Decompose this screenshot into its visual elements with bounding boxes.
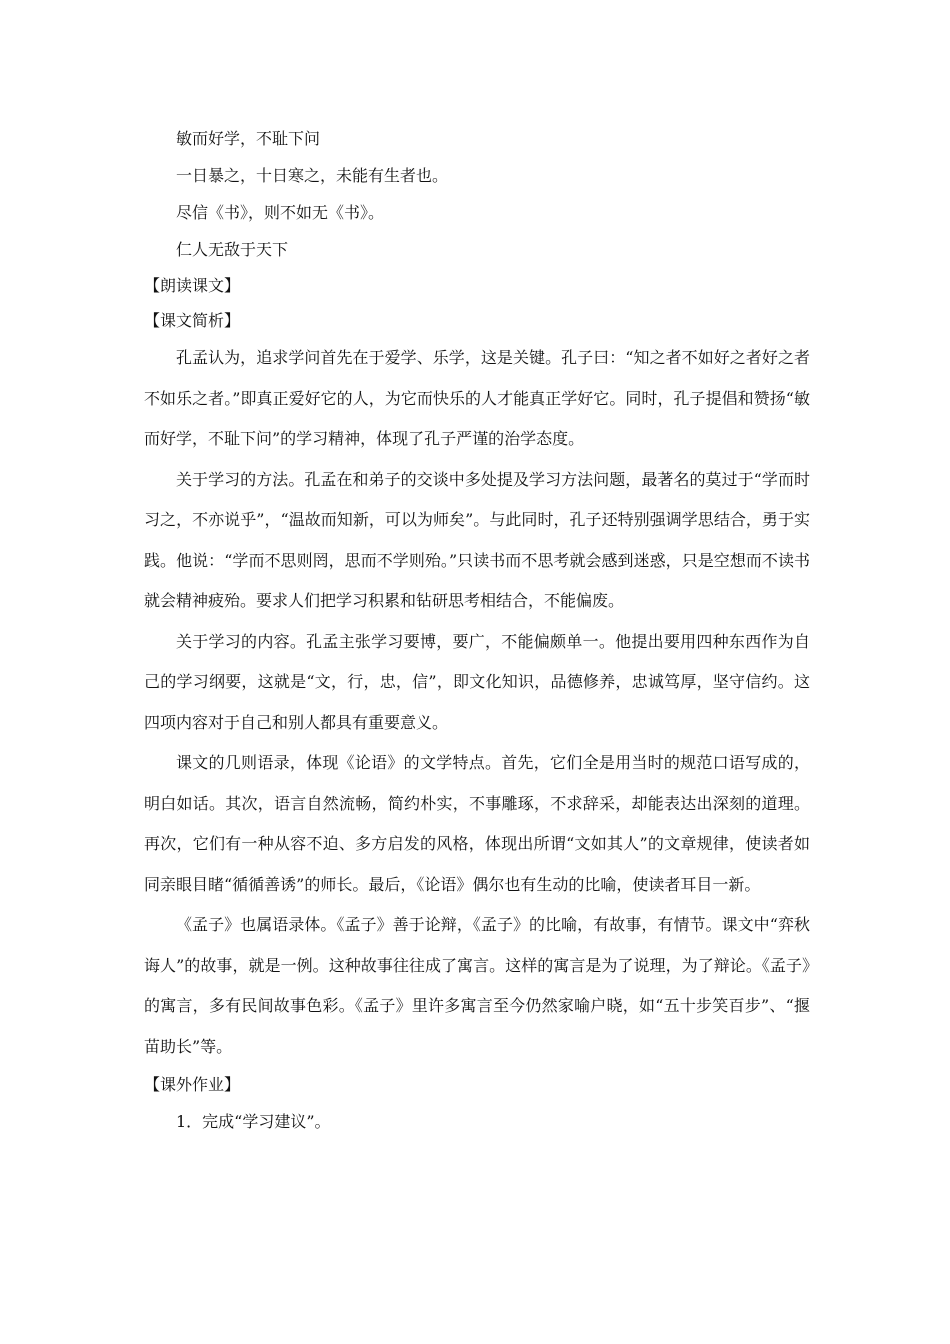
analysis-paragraph: 孔孟认为，追求学问首先在于爱学、乐学，这是关键。孔子曰：“知之者不如好之者好之者不如乐之者。”即真正爱好它的人，为它而快乐的人才能真正学好它。同时，孔子提倡和赞扬“敏而好学，不耻下问”的学习精神，体现了孔子严谨的治学态度。 (144, 348, 810, 448)
analysis-paragraph: 《孟子》也属语录体。《孟子》善于论辩，《孟子》的比喻，有故事，有情节。课文中“弈秋诲人”的故事，就是一例。这种故事往往成了寓言。这样的寓言是为了说理，为了辩论。《孟子》的寓言，多有民间故事色彩。《孟子》里许多寓言至今仍然家喻户晓，如“五十步笑百步”、“揠苗助长”等。 (144, 915, 810, 1056)
section-heading-analysis: 【课文简析】 (144, 311, 241, 330)
document-body (144, 120, 810, 1142)
homework-item: 1．完成“学习建议”。 (176, 1112, 331, 1131)
quote-line: 敏而好学，不耻下问 (176, 129, 321, 148)
analysis-paragraph: 关于学习的方法。孔孟在和弟子的交谈中多处提及学习方法问题，最著名的莫过于“学而时习之，不亦说乎”，“温故而知新，可以为师矣”。与此同时，孔子还特别强调学思结合，勇于实践。他说：“学而不思则罔，思而不学则殆。”只读书而不思考就会感到迷惑，只是空想而不读书就会精神疲殆。要求人们把学习积累和钻研思考相结合，不能偏废。 (144, 469, 810, 610)
quote-line: 仁人无敌于天下 (176, 240, 289, 259)
quote-line: 尽信《书》，则不如无《书》。 (176, 203, 385, 222)
section-heading-read-aloud: 【朗读课文】 (144, 276, 241, 295)
quote-line: 一日暴之，十日寒之，未能有生者也。 (176, 166, 449, 185)
analysis-paragraph: 课文的几则语录，体现《论语》的文学特点。首先，它们全是用当时的规范口语写成的，明白如话。其次，语言自然流畅，简约朴实，不事雕琢，不求辞采，却能表达出深刻的道理。再次，它们有一种从容不迫、多方启发的风格，体现出所谓“文如其人”的文章规律，使读者如同亲眼目睹“循循善诱”的师长。最后，《论语》偶尔也有生动的比喻，使读者耳目一新。 (144, 753, 810, 894)
section-heading-homework: 【课外作业】 (144, 1075, 241, 1094)
analysis-paragraph: 关于学习的内容。孔孟主张学习要博，要广，不能偏颇单一。他提出要用四种东西作为自己的学习纲要，这就是“文，行，忠，信”，即文化知识，品德修养，忠诚笃厚，坚守信约。这四项内容对于自己和别人都具有重要意义。 (144, 631, 810, 732)
